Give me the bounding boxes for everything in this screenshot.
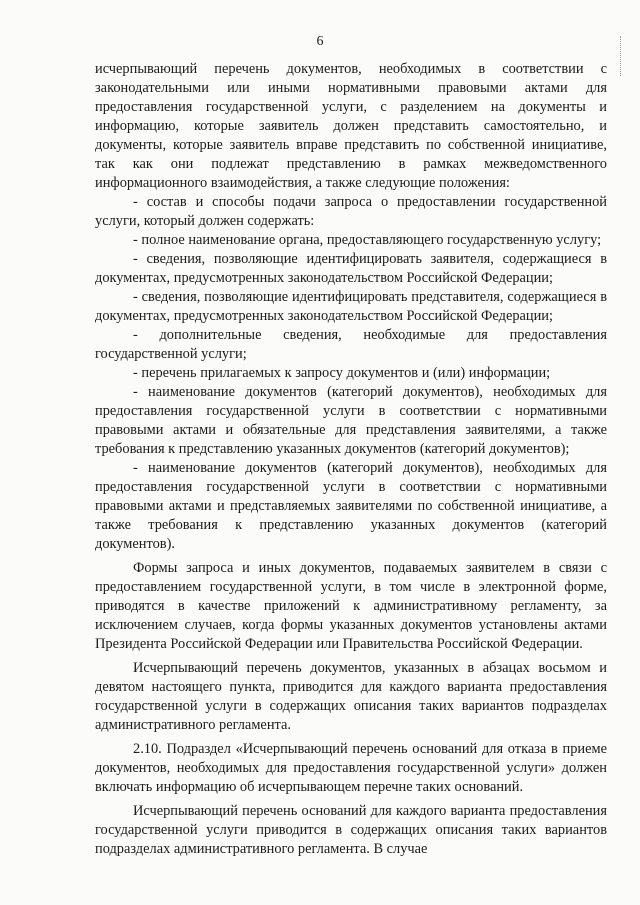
paragraph-2: - состав и способы подачи запроса о предоставлении государственной услуги, который должен содержать: (95, 194, 607, 229)
page-number: 6 (316, 34, 324, 49)
paragraph-11: Исчерпывающий перечень документов, указанных в абзацах восьмом и девятом настоящего пункта, приводится для каждого варианта предоставления государственной услуги в содержащих описания таких вариантов подразделах административного регламента. (95, 660, 607, 733)
paragraph-9: - наименование документов (категорий документов), необходимых для предоставления государственной услуги в соответствии с нормативными правовыми актами и представляемых заявителями по собственной инициативе, а также требования к представлению указанных документов (категорий документов). (95, 460, 607, 552)
paragraph-10: Формы запроса и иных документов, подаваемых заявителем в связи с предоставлением государственной услуги, в том числе в электронной форме, приводятся в качестве приложений к административному регламенту, за исключением случаев, когда формы указанных документов установлены актами Президента Российской Федерации или Правительства Российской Федерации. (95, 560, 607, 652)
paragraph-12: 2.10. Подраздел «Исчерпывающий перечень оснований для отказа в приеме документов, необходимых для предоставления государственной услуги» должен включать информацию об исчерпывающем перечне таких оснований. (95, 741, 607, 795)
paragraph-6: - дополнительные сведения, необходимые для предоставления государственной услуги; (95, 327, 607, 362)
paragraph-3: - полное наименование органа, предоставляющего государственную услугу; (133, 232, 602, 248)
paragraph-1: исчерпывающий перечень документов, необходимых в соответствии с законодательными или иными нормативными правовыми актами для предоставления государственной услуги, с разделением на документы и информацию, которые заявитель должен представить самостоятельно, и документы, которые заявитель вправе представить по собственной инициативе, так как они подлежат представлению в рамках межведомственного информационного взаимодействия, а также следующие положения: (95, 61, 607, 191)
paragraph-13: Исчерпывающий перечень оснований для каждого варианта предоставления государственной услуги приводится в содержащих описания таких вариантов подразделах административного регламента. В случае (95, 803, 607, 857)
paragraph-7: - перечень прилагаемых к запросу документов и (или) информации; (133, 365, 551, 381)
paragraph-4: - сведения, позволяющие идентифицировать заявителя, содержащиеся в документах, предусмотренных законодательством Российской Федерации; (95, 251, 607, 286)
margin-mark (620, 36, 625, 76)
document-body (95, 60, 607, 859)
paragraph-8: - наименование документов (категорий документов), необходимых для предоставления государственной услуги в соответствии с нормативными правовыми актами и обязательные для представления заявителями, а также требования к представлению указанных документов (категорий документов); (95, 384, 607, 457)
paragraph-5: - сведения, позволяющие идентифицировать представителя, содержащиеся в документах, предусмотренных законодательством Российской Федерации; (95, 289, 607, 324)
